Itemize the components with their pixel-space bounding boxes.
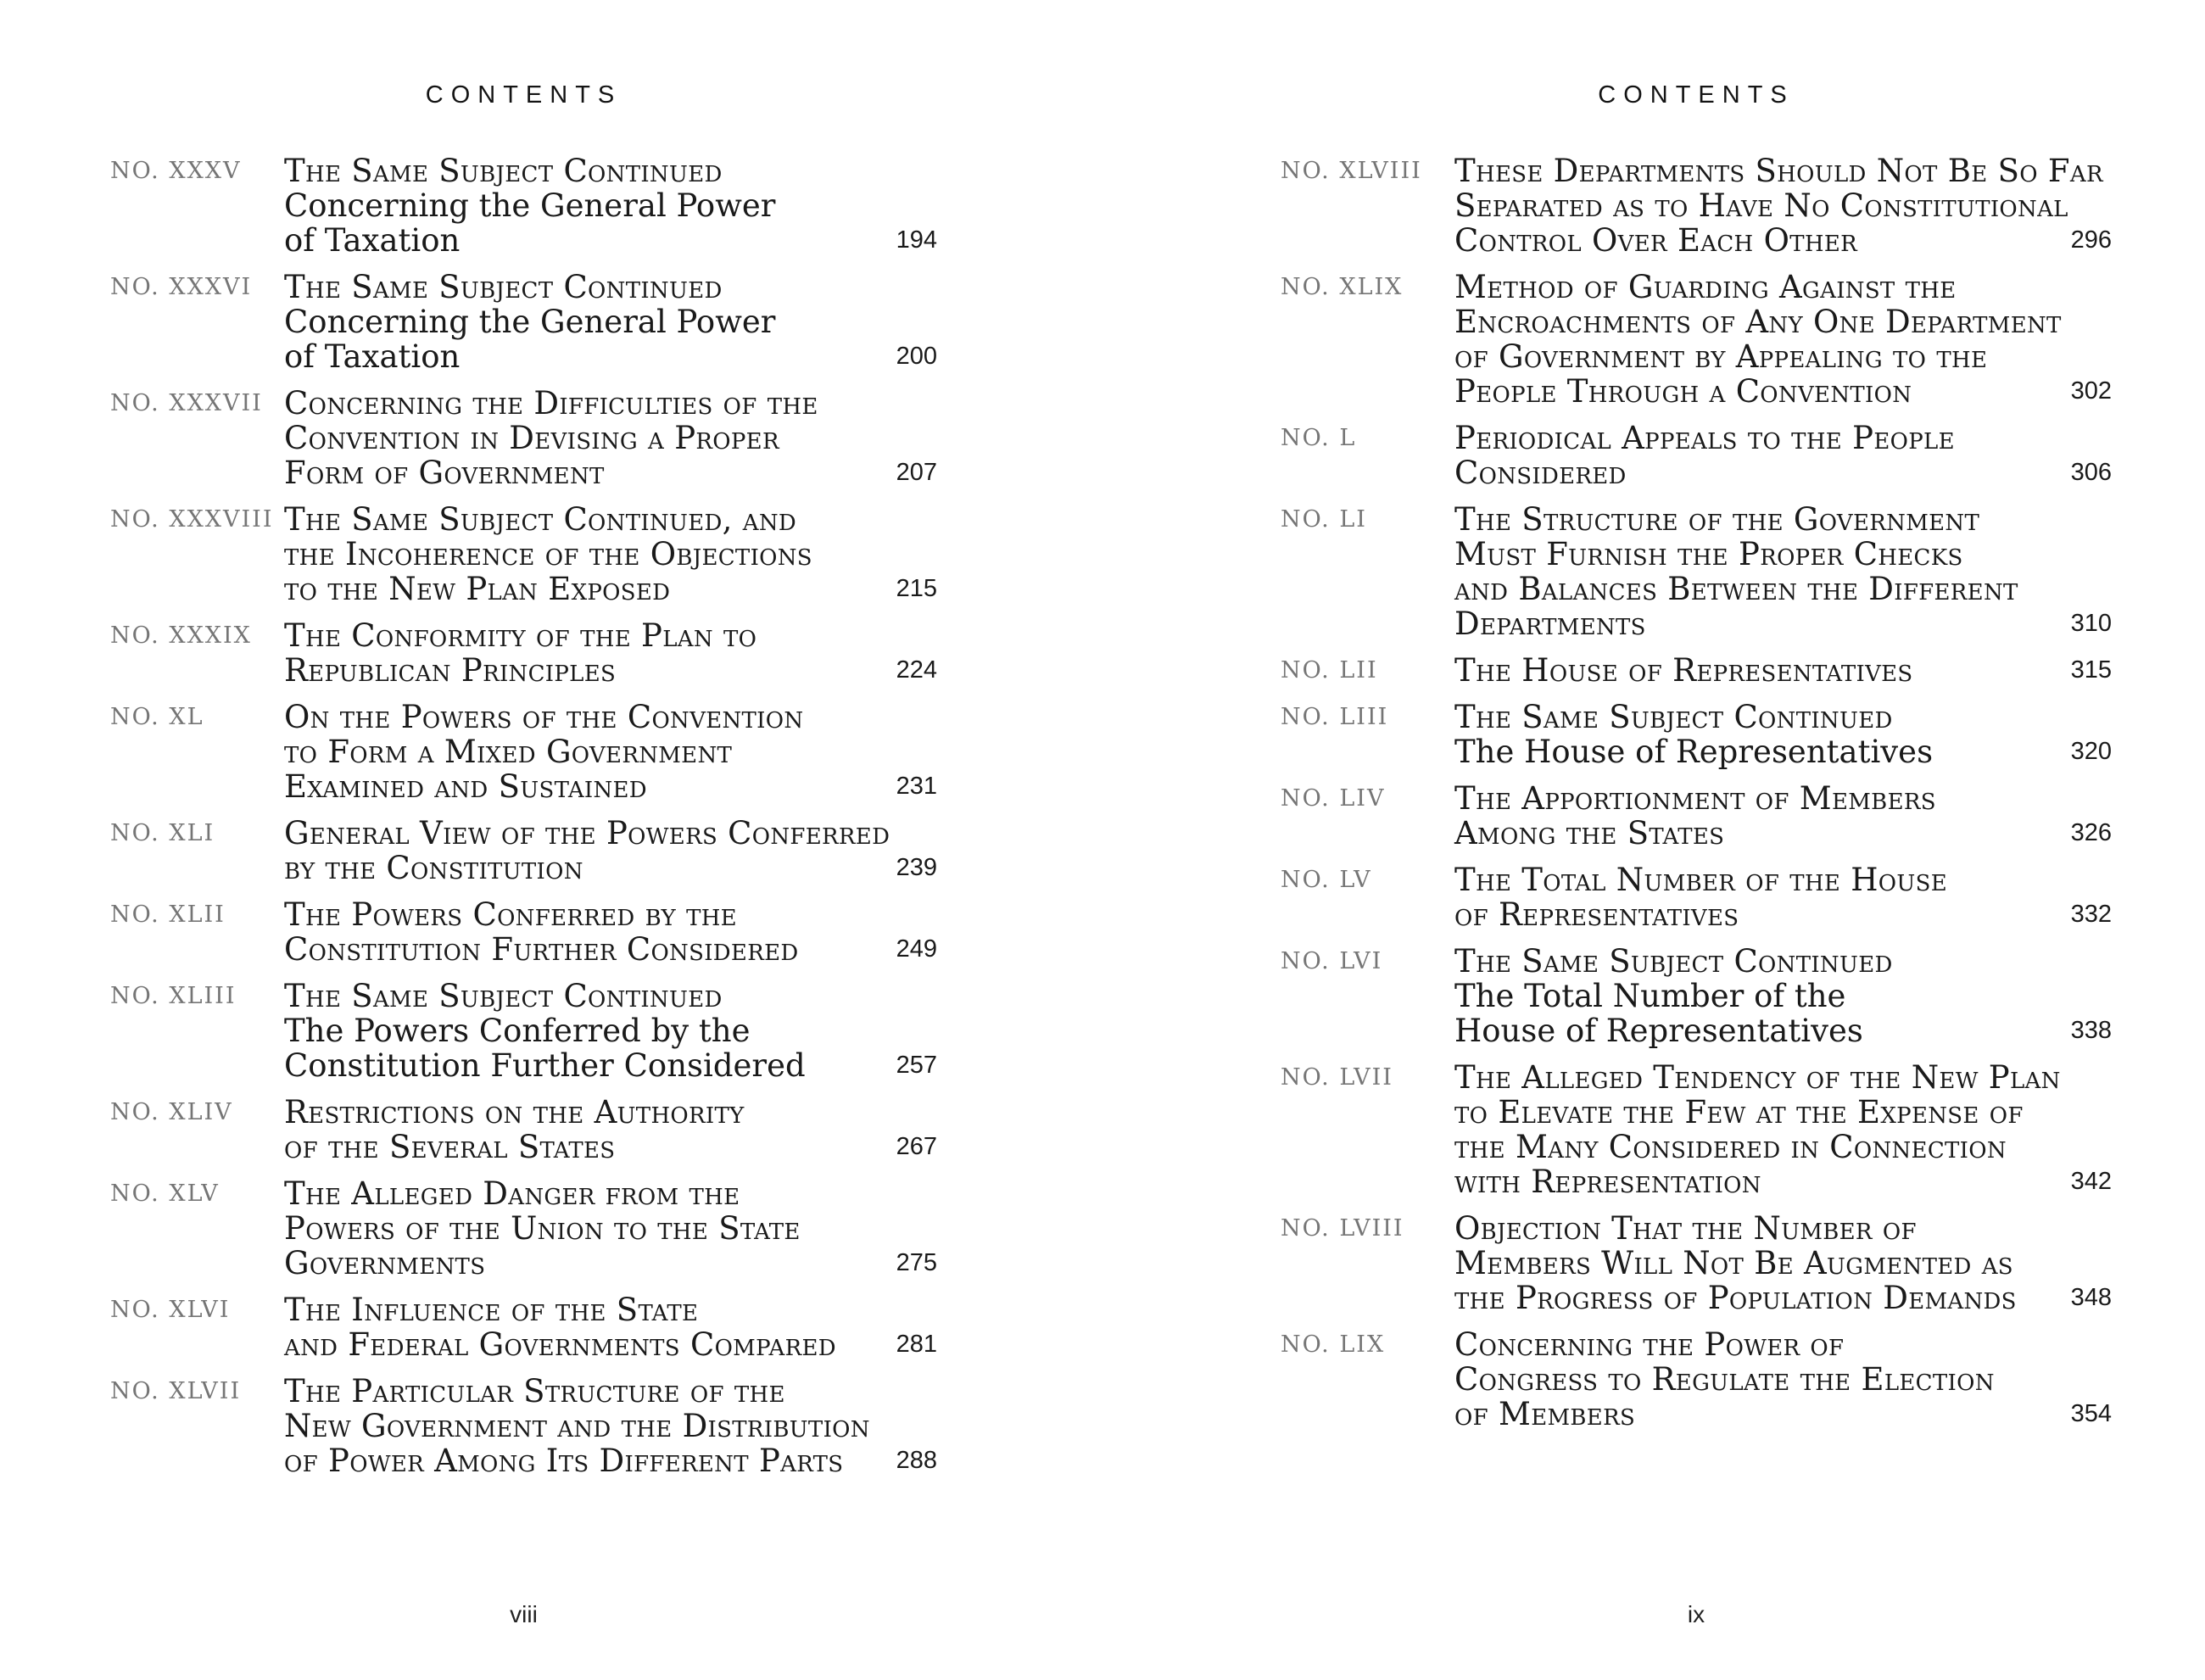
entry-title bbox=[1454, 1059, 2061, 1200]
title-line: Among the States bbox=[1454, 815, 1725, 851]
entry-title bbox=[1454, 862, 2037, 932]
toc-entry bbox=[1281, 502, 2112, 641]
title-line: Republican Principles bbox=[284, 652, 617, 689]
entry-title bbox=[284, 386, 862, 490]
entry-title bbox=[284, 270, 862, 374]
title-line: People Through a Convention bbox=[1454, 373, 1912, 410]
entry-number: NO. XLI bbox=[110, 820, 215, 846]
entry-number: NO. XLVIII bbox=[1281, 158, 1422, 184]
title-line: The Conformity of the Plan to bbox=[284, 617, 757, 654]
entry-page-number: 215 bbox=[896, 575, 937, 602]
title-line: by the Constitution bbox=[284, 850, 583, 886]
entry-number: NO. LIII bbox=[1281, 704, 1389, 730]
entry-page-number: 354 bbox=[2070, 1400, 2112, 1427]
entry-title bbox=[1454, 1211, 2037, 1315]
entry-title bbox=[1454, 269, 2062, 410]
entry-page-number: 231 bbox=[896, 773, 937, 800]
title-line: Encroachments of Any One Department bbox=[1454, 304, 2062, 340]
toc-entry bbox=[110, 1176, 937, 1281]
title-line: The Alleged Danger from the bbox=[284, 1175, 740, 1212]
entry-page-number: 200 bbox=[896, 343, 937, 370]
entry-page-number: 332 bbox=[2070, 901, 2112, 928]
toc-entry bbox=[110, 816, 937, 885]
title-line: The Influence of the State bbox=[284, 1292, 699, 1328]
title-line: and Federal Governments Compared bbox=[284, 1326, 836, 1363]
title-line: of Members bbox=[1454, 1396, 1636, 1432]
entry-title bbox=[284, 618, 862, 688]
page-right-content bbox=[1281, 0, 2112, 1443]
title-line: Restrictions on the Authority bbox=[284, 1094, 745, 1130]
toc-entry bbox=[1281, 270, 2112, 409]
toc-entry bbox=[1281, 862, 2112, 932]
contents-heading: CONTENTS bbox=[1598, 81, 1795, 109]
entry-number: NO. L bbox=[1281, 425, 1357, 451]
entry-page-number: 281 bbox=[896, 1331, 937, 1358]
entry-title bbox=[1454, 653, 2037, 688]
entry-page-number: 348 bbox=[2070, 1284, 2112, 1311]
entry-number: NO. XLIII bbox=[110, 983, 237, 1009]
title-line: Considered bbox=[1454, 455, 1627, 491]
toc-entry bbox=[110, 153, 937, 258]
title-line: to Form a Mixed Government bbox=[284, 734, 733, 770]
title-line: The Total Number of the bbox=[1454, 978, 1846, 1014]
title-line: Concerning the Power of bbox=[1454, 1326, 1845, 1363]
title-line: of Representatives bbox=[1454, 896, 1739, 933]
entry-title bbox=[284, 1292, 862, 1362]
title-line: The Structure of the Government bbox=[1454, 501, 1980, 538]
page-left bbox=[0, 0, 1102, 1680]
title-line: The Total Number of the House bbox=[1454, 862, 1948, 898]
title-line: The Same Subject Continued bbox=[1454, 943, 1893, 980]
entry-page-number: 194 bbox=[896, 226, 937, 254]
title-line: Constitution Further Considered bbox=[284, 1047, 806, 1084]
entry-title bbox=[284, 1176, 862, 1281]
toc-list bbox=[110, 153, 937, 1478]
toc-entry bbox=[110, 386, 937, 490]
title-line: The Powers Conferred by the bbox=[284, 896, 737, 933]
title-line: of Taxation bbox=[284, 338, 461, 375]
toc-entry bbox=[110, 1095, 937, 1164]
title-line: The House of Representatives bbox=[1454, 652, 1913, 689]
entry-number: NO. LII bbox=[1281, 657, 1378, 684]
entry-page-number: 224 bbox=[896, 656, 937, 684]
entry-title bbox=[1454, 421, 2037, 490]
toc-entry bbox=[1281, 653, 2112, 688]
entry-title bbox=[284, 700, 862, 804]
entry-page-number: 342 bbox=[2070, 1168, 2112, 1195]
entry-title bbox=[284, 1095, 862, 1164]
title-line: The Alleged Tendency of the New Plan bbox=[1454, 1059, 2061, 1096]
entry-number: NO. XL bbox=[110, 704, 204, 730]
entry-page-number: 296 bbox=[2070, 226, 2112, 254]
folio-page-number: viii bbox=[510, 1601, 538, 1627]
entry-number: NO. XXXIX bbox=[110, 622, 252, 649]
entry-page-number: 320 bbox=[2070, 738, 2112, 765]
title-line: the Progress of Population Demands bbox=[1454, 1280, 2017, 1316]
title-line: the Many Considered in Connection bbox=[1454, 1129, 2007, 1165]
entry-page-number: 249 bbox=[896, 935, 937, 963]
title-line: Departments bbox=[1454, 606, 1646, 642]
entry-title bbox=[284, 1373, 870, 1479]
title-line: Convention in Devising a Proper bbox=[284, 420, 779, 456]
entry-title bbox=[284, 815, 890, 886]
title-line: Members Will Not Be Augmented as bbox=[1454, 1245, 2013, 1281]
title-line: The Particular Structure of the bbox=[284, 1373, 785, 1409]
entry-title bbox=[284, 502, 862, 606]
entry-title bbox=[1454, 502, 2037, 641]
entry-page-number: 257 bbox=[896, 1052, 937, 1079]
title-line: of Taxation bbox=[284, 222, 461, 259]
title-line: Concerning the Difficulties of the bbox=[284, 385, 818, 421]
page-right bbox=[1102, 0, 2205, 1680]
title-line: of Government by Appealing to the bbox=[1454, 338, 1988, 375]
title-line: of the Several States bbox=[284, 1129, 616, 1165]
entry-page-number: 326 bbox=[2070, 819, 2112, 846]
entry-number: NO. LIX bbox=[1281, 1331, 1386, 1358]
toc-entry bbox=[110, 270, 937, 374]
title-line: Control Over Each Other bbox=[1454, 222, 1857, 259]
entry-number: NO. XLII bbox=[110, 901, 226, 928]
entry-page-number: 338 bbox=[2070, 1017, 2112, 1044]
entry-title bbox=[1454, 1327, 2037, 1432]
entry-number: NO. XXXVI bbox=[110, 274, 253, 300]
title-line: Method of Guarding Against the bbox=[1454, 269, 1957, 305]
toc-entry bbox=[1281, 944, 2112, 1048]
title-line: Constitution Further Considered bbox=[284, 931, 799, 968]
folio-page-number: ix bbox=[1687, 1601, 1705, 1627]
title-line: Must Furnish the Proper Checks bbox=[1454, 536, 1963, 572]
title-line: The Same Subject Continued bbox=[284, 978, 723, 1014]
title-line: and Balances Between the Different bbox=[1454, 571, 2018, 607]
contents-heading: CONTENTS bbox=[425, 81, 622, 109]
entry-page-number: 302 bbox=[2070, 377, 2112, 405]
title-line: Governments bbox=[284, 1245, 486, 1281]
entry-title bbox=[284, 153, 862, 258]
entry-number: NO. XLVI bbox=[110, 1297, 231, 1323]
toc-entry bbox=[110, 502, 937, 606]
entry-page-number: 239 bbox=[896, 854, 937, 881]
page-left-content bbox=[110, 0, 937, 1490]
title-line: of Power Among Its Different Parts bbox=[284, 1443, 844, 1479]
toc-entry bbox=[1281, 781, 2112, 851]
title-line: General View of the Powers Conferred bbox=[284, 815, 890, 851]
title-line: The Powers Conferred by the bbox=[284, 1013, 751, 1049]
entry-page-number: 288 bbox=[896, 1447, 937, 1474]
entry-number: NO. XXXV bbox=[110, 158, 242, 184]
toc-list bbox=[1281, 153, 2112, 1432]
entry-number: NO. XXXVII bbox=[110, 390, 263, 416]
toc-entry bbox=[110, 979, 937, 1083]
toc-entry bbox=[1281, 1211, 2112, 1315]
title-line: The Apportionment of Members bbox=[1454, 780, 1936, 817]
entry-number: NO. LVII bbox=[1281, 1064, 1393, 1091]
title-line: Concerning the General Power bbox=[284, 304, 776, 340]
entry-page-number: 207 bbox=[896, 459, 937, 486]
entry-title bbox=[1454, 944, 2037, 1048]
entry-number: NO. XLVII bbox=[110, 1378, 242, 1404]
toc-entry bbox=[1281, 421, 2112, 490]
entry-page-number: 275 bbox=[896, 1249, 937, 1276]
entry-number: NO. LI bbox=[1281, 506, 1367, 533]
title-line: House of Representatives bbox=[1454, 1013, 1863, 1049]
toc-entry bbox=[1281, 1060, 2112, 1199]
toc-entry bbox=[110, 1292, 937, 1362]
entry-number: NO. XLV bbox=[110, 1180, 220, 1207]
title-line: to Elevate the Few at the Expense of bbox=[1454, 1094, 2024, 1130]
entry-title bbox=[284, 897, 862, 967]
entry-number: NO. LIV bbox=[1281, 785, 1386, 812]
entry-number: NO. LVIII bbox=[1281, 1215, 1404, 1242]
entry-title bbox=[284, 979, 862, 1083]
entry-page-number: 310 bbox=[2070, 610, 2112, 637]
title-line: to the New Plan Exposed bbox=[284, 571, 671, 607]
entry-page-number: 267 bbox=[896, 1133, 937, 1160]
entry-number: NO. XLIV bbox=[110, 1099, 233, 1125]
entry-number: NO. XXXVIII bbox=[110, 506, 274, 533]
title-line: Separated as to Have No Constitutional bbox=[1454, 187, 2068, 224]
entry-title bbox=[1454, 700, 2037, 769]
title-line: These Departments Should Not Be So Far bbox=[1454, 153, 2103, 189]
entry-number: NO. XLIX bbox=[1281, 274, 1404, 300]
title-line: Objection That the Number of bbox=[1454, 1210, 1917, 1247]
entry-number: NO. LV bbox=[1281, 867, 1372, 893]
title-line: the Incoherence of the Objections bbox=[284, 536, 812, 572]
toc-entry bbox=[1281, 153, 2112, 258]
toc-entry bbox=[110, 700, 937, 804]
title-line: with Representation bbox=[1454, 1164, 1761, 1200]
toc-entry bbox=[1281, 1327, 2112, 1432]
toc-entry bbox=[110, 1374, 937, 1478]
title-line: The Same Subject Continued bbox=[284, 269, 723, 305]
title-line: Congress to Regulate the Election bbox=[1454, 1361, 1995, 1398]
title-line: The Same Subject Continued bbox=[284, 153, 723, 189]
toc-entry bbox=[110, 618, 937, 688]
title-line: On the Powers of the Convention bbox=[284, 699, 804, 735]
title-line: The Same Subject Continued, and bbox=[284, 501, 797, 538]
title-line: Concerning the General Power bbox=[284, 187, 776, 224]
title-line: The Same Subject Continued bbox=[1454, 699, 1893, 735]
title-line: Powers of the Union to the State bbox=[284, 1210, 801, 1247]
toc-entry bbox=[110, 897, 937, 967]
entry-title bbox=[1454, 781, 2037, 851]
title-line: New Government and the Distribution bbox=[284, 1408, 870, 1444]
title-line: Periodical Appeals to the People bbox=[1454, 420, 1955, 456]
entry-page-number: 306 bbox=[2070, 459, 2112, 486]
title-line: Examined and Sustained bbox=[284, 768, 647, 805]
toc-entry bbox=[1281, 700, 2112, 769]
title-line: The House of Representatives bbox=[1454, 734, 1934, 770]
entry-page-number: 315 bbox=[2070, 656, 2112, 684]
entry-number: NO. LVI bbox=[1281, 948, 1383, 974]
title-line: Form of Government bbox=[284, 455, 605, 491]
